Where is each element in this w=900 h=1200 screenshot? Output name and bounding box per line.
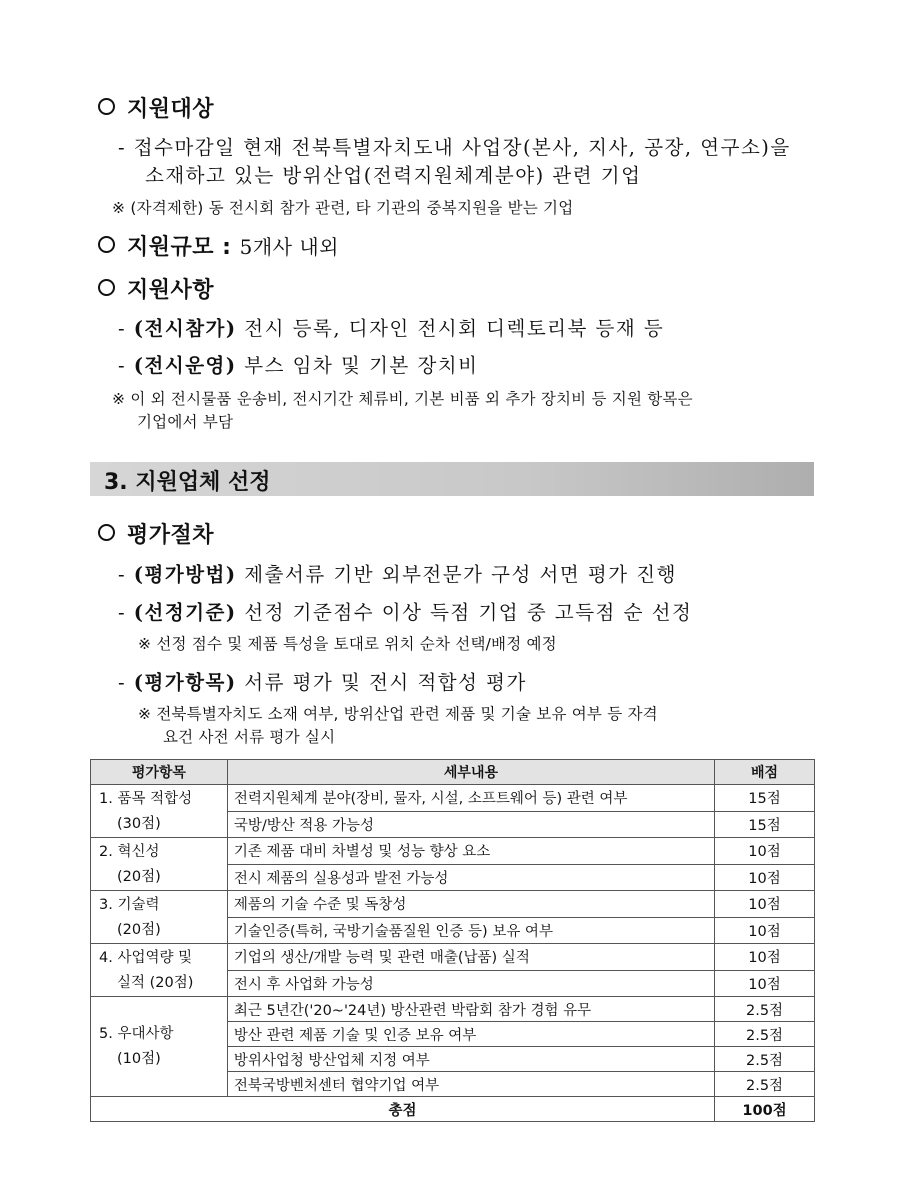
header-points: 배점 (715, 760, 815, 785)
table-total-row (91, 1097, 815, 1122)
circle-bullet-icon (98, 524, 115, 541)
header-detail: 세부내용 (227, 760, 714, 785)
detail-cell: 기술인증(특허, 국방기술품질원 인증 등) 보유 여부 (227, 917, 714, 944)
evaluation-criteria: - (선정기준) 선정 기준점수 이상 득점 기업 중 고득점 순 선정 (118, 601, 693, 624)
detail-cell: 전시 후 사업화 가능성 (227, 970, 714, 997)
total-label: 총점 (91, 1097, 715, 1122)
circle-bullet-icon (98, 279, 115, 296)
points-cell: 10점 (715, 838, 815, 865)
points-cell: 2.5점 (715, 1072, 815, 1097)
evaluation-criteria-note: ※ 선정 점수 및 제품 특성을 토대로 위치 순차 선택/배정 예정 (138, 635, 557, 653)
section-3-title-bar (90, 462, 814, 496)
category-cell: 1. 품목 적합성 (30점) (91, 785, 228, 838)
table-row (91, 785, 815, 812)
table-row (91, 944, 815, 971)
evaluation-items-note-line-2: 요건 사전 서류 평가 실시 (163, 728, 336, 746)
points-cell: 15점 (715, 811, 815, 838)
category-cell: 4. 사업역량 및 실적 (20점) (91, 944, 228, 997)
category-cell: 5. 우대사항 (10점) (91, 997, 228, 1097)
evaluation-items-note-line-1: ※ 전북특별자치도 소재 여부, 방위산업 관련 제품 및 기술 보유 여부 등 자격 (138, 705, 658, 723)
table-row (91, 891, 815, 918)
category-cell: 3. 기술력 (20점) (91, 891, 228, 944)
detail-cell: 전력지원체계 분야(장비, 물자, 시설, 소프트웨어 등) 관련 여부 (227, 785, 714, 812)
points-cell: 10점 (715, 864, 815, 891)
support-target-line-2: 소재하고 있는 방위산업(전력지원체계분야) 관련 기업 (145, 164, 642, 187)
support-item-exhibition-operation: - (전시운영) 부스 임차 및 기본 장치비 (118, 354, 479, 377)
table-row (91, 838, 815, 865)
points-cell: 2.5점 (715, 997, 815, 1022)
section-3-title: 3. 지원업체 선정 (104, 470, 271, 495)
evaluation-table (90, 759, 815, 1122)
category-cell: 2. 혁신성 (20점) (91, 838, 228, 891)
evaluation-heading: 평가절차 (98, 518, 214, 549)
detail-cell: 전시 제품의 실용성과 발전 가능성 (227, 864, 714, 891)
support-items-heading: 지원사항 (98, 273, 214, 304)
total-points: 100점 (715, 1097, 815, 1122)
detail-cell: 국방/방산 적용 가능성 (227, 811, 714, 838)
points-cell: 10점 (715, 917, 815, 944)
detail-cell: 전북국방벤처센터 협약기업 여부 (227, 1072, 714, 1097)
detail-cell: 방위사업청 방산업체 지정 여부 (227, 1047, 714, 1072)
support-scale-value: 5개사 내외 (239, 235, 340, 259)
points-cell: 2.5점 (715, 1047, 815, 1072)
evaluation-items: - (평가항목) 서류 평가 및 전시 적합성 평가 (118, 671, 527, 694)
points-cell: 10점 (715, 891, 815, 918)
support-target-heading: 지원대상 (98, 92, 214, 123)
points-cell: 2.5점 (715, 1022, 815, 1047)
support-target-note: ※ (자격제한) 동 전시회 참가 관련, 타 기관의 중복지원을 받는 기업 (112, 199, 574, 217)
table-header-row (91, 760, 815, 785)
support-item-exhibition-participation: - (전시참가) 전시 등록, 디자인 전시회 디렉토리북 등재 등 (118, 317, 665, 340)
detail-cell: 최근 5년간('20~'24년) 방산관련 박람회 참가 경험 유무 (227, 997, 714, 1022)
support-items-note-line-1: ※ 이 외 전시물품 운송비, 전시기간 체류비, 기본 비품 외 추가 장치비 등 지원 항목은 (112, 390, 693, 408)
support-items-note-line-2: 기업에서 부담 (137, 413, 234, 431)
support-target-line-1: - 접수마감일 현재 전북특별자치도내 사업장(본사, 지사, 공장, 연구소)을 (118, 136, 791, 159)
header-eval-item: 평가항목 (91, 760, 228, 785)
points-cell: 15점 (715, 785, 815, 812)
detail-cell: 방산 관련 제품 기술 및 인증 보유 여부 (227, 1022, 714, 1047)
circle-bullet-icon (98, 236, 115, 253)
detail-cell: 제품의 기술 수준 및 독창성 (227, 891, 714, 918)
points-cell: 10점 (715, 970, 815, 997)
points-cell: 10점 (715, 944, 815, 971)
detail-cell: 기업의 생산/개발 능력 및 관련 매출(납품) 실적 (227, 944, 714, 971)
support-scale-heading: 지원규모 : 5개사 내외 (98, 230, 339, 261)
evaluation-method: - (평가방법) 제출서류 기반 외부전문가 구성 서면 평가 진행 (118, 563, 677, 586)
circle-bullet-icon (98, 98, 115, 115)
table-row (91, 997, 815, 1022)
detail-cell: 기존 제품 대비 차별성 및 성능 향상 요소 (227, 838, 714, 865)
